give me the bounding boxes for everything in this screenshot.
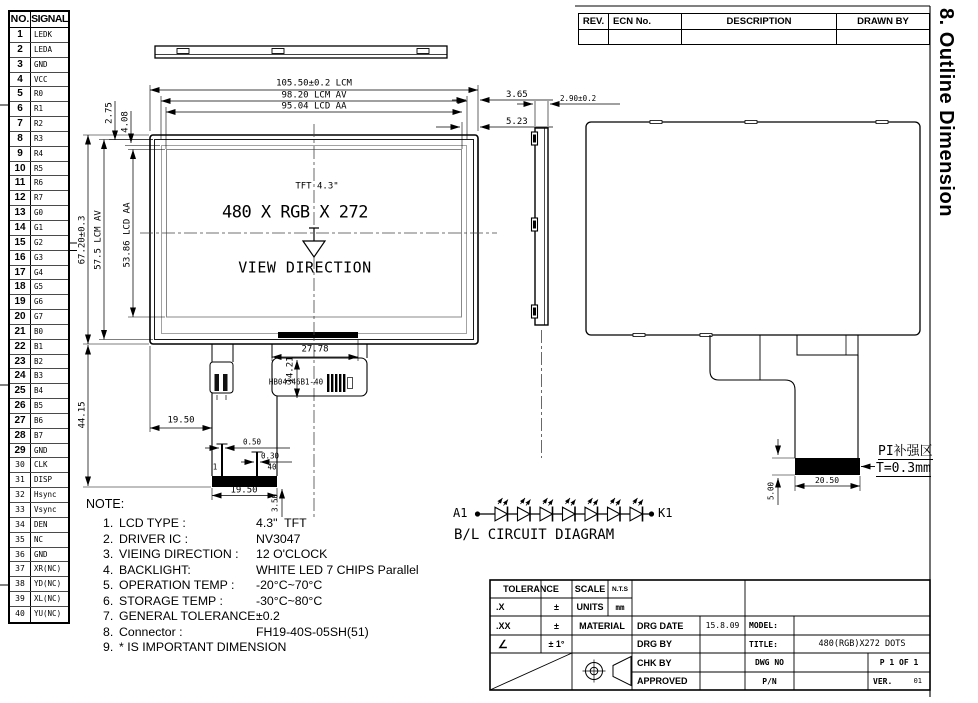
pin-signal: GND bbox=[34, 549, 48, 559]
tolerance-xx-value: ± bbox=[554, 620, 559, 631]
pin-signal: R4 bbox=[34, 148, 44, 158]
note-value: -30°C~80°C bbox=[256, 593, 323, 608]
dim-contact-width: 19.50 bbox=[230, 485, 258, 496]
signal-table-row bbox=[10, 592, 68, 607]
pin-signal: XR(NC) bbox=[34, 564, 62, 574]
signal-table-row bbox=[10, 117, 68, 132]
pin-signal: G2 bbox=[34, 237, 44, 247]
pin-number: 25 bbox=[10, 384, 31, 398]
pin-number: 20 bbox=[10, 310, 31, 324]
pin-number: 5 bbox=[10, 87, 31, 101]
bl-cathode-label: K1 bbox=[658, 506, 673, 520]
pin-number: 1 bbox=[10, 28, 31, 42]
pin-signal: R6 bbox=[34, 178, 44, 188]
tolerance-header: TOLERANCE bbox=[503, 584, 559, 594]
signal-table-row bbox=[10, 236, 68, 251]
connector-part-label: HB04346B1-40 bbox=[268, 377, 324, 387]
revision-header-description: DESCRIPTION bbox=[682, 14, 837, 29]
signal-table-row bbox=[10, 488, 68, 503]
note-number: 6. bbox=[103, 593, 114, 608]
pin-signal: B2 bbox=[34, 356, 44, 366]
pin-number: 22 bbox=[10, 340, 31, 354]
signal-table-row bbox=[10, 518, 68, 533]
note-item bbox=[103, 578, 419, 594]
signal-table-row bbox=[10, 191, 68, 206]
signal-table-row bbox=[10, 458, 68, 473]
scale-label: SCALE bbox=[574, 584, 606, 594]
signal-table-row bbox=[10, 414, 68, 429]
signal-table-row bbox=[10, 102, 68, 117]
signal-table-row bbox=[10, 607, 68, 622]
signal-table-row bbox=[10, 503, 68, 518]
pin-number: 34 bbox=[10, 518, 31, 532]
revision-header-ecn: ECN No. bbox=[609, 14, 682, 29]
signal-table-header-no: NO. bbox=[10, 13, 30, 25]
pin-number: 6 bbox=[10, 102, 31, 116]
signal-table-row bbox=[10, 355, 68, 370]
pin-signal: G4 bbox=[34, 267, 44, 277]
signal-table-row bbox=[10, 577, 68, 592]
drg-date-label: DRG DATE bbox=[637, 620, 684, 631]
signal-table-row bbox=[10, 325, 68, 340]
dim-back-tail-offset: 5.00 bbox=[766, 481, 776, 501]
pin-number: 18 bbox=[10, 280, 31, 294]
note-number: 5. bbox=[103, 578, 114, 592]
signal-table-row bbox=[10, 221, 68, 236]
units-value: mm bbox=[615, 602, 625, 612]
signal-table-row bbox=[10, 176, 68, 191]
bl-circuit-leds bbox=[475, 498, 654, 522]
pin-number: 36 bbox=[10, 548, 31, 562]
dim-lcm-height: 67.20±0.3 bbox=[77, 215, 88, 265]
dim-tail-length: 44.15 bbox=[77, 401, 88, 429]
note-label: OPERATION TEMP : bbox=[119, 578, 235, 592]
pn-label: P/N bbox=[762, 676, 777, 686]
note-item bbox=[103, 625, 419, 641]
note-number: 9. bbox=[103, 640, 114, 654]
signal-table-row bbox=[10, 266, 68, 281]
dim-av-height: 57.5 LCM AV bbox=[93, 210, 104, 270]
revision-header-rev: REV. bbox=[579, 14, 609, 29]
dim-pin-width: 0.50 bbox=[242, 437, 262, 447]
units-label: UNITS bbox=[576, 602, 604, 612]
signal-table-row bbox=[10, 206, 68, 221]
pin-signal: NC bbox=[34, 534, 44, 544]
revision-empty-cell bbox=[579, 30, 609, 44]
signal-table-row bbox=[10, 280, 68, 295]
pin-signal: G1 bbox=[34, 222, 44, 232]
note-item bbox=[103, 609, 419, 625]
note-label: DRIVER IC : bbox=[119, 531, 189, 546]
dim-stiffener-drop: 3.50 bbox=[270, 493, 280, 513]
signal-table-row bbox=[10, 562, 68, 577]
pin-signal: R2 bbox=[34, 119, 44, 129]
led-symbol bbox=[540, 498, 553, 522]
pin-number: 4 bbox=[10, 73, 31, 87]
drg-by-label: DRG BY bbox=[637, 639, 673, 649]
note-label: STORAGE TEMP : bbox=[119, 593, 223, 608]
signal-table-row bbox=[10, 384, 68, 399]
pin-number: 27 bbox=[10, 414, 31, 428]
bl-anode-label: A1 bbox=[453, 506, 468, 520]
pin-signal: B1 bbox=[34, 341, 44, 351]
panel-type-label: TFT 4.3" bbox=[295, 181, 339, 192]
dim-av-width: 98.20 LCM AV bbox=[281, 90, 347, 100]
revision-header-drawnby: DRAWN BY bbox=[857, 16, 909, 27]
pin-signal: B6 bbox=[34, 415, 44, 425]
notes-heading: NOTE: bbox=[86, 497, 125, 511]
dim-back-tail-width: 20.50 bbox=[814, 476, 840, 485]
dim-tail-width: 27.78 bbox=[301, 344, 329, 355]
pin-number: 14 bbox=[10, 221, 31, 235]
chk-by-label: CHK BY bbox=[637, 657, 672, 668]
signal-table-row bbox=[10, 132, 68, 147]
tolerance-xx-label: .XX bbox=[496, 620, 511, 631]
note-number: 4. bbox=[103, 562, 114, 577]
approved-label: APPROVED bbox=[637, 676, 688, 686]
pin-signal: G5 bbox=[34, 282, 44, 292]
dimension-lines bbox=[88, 90, 860, 520]
pin-number: 23 bbox=[10, 355, 31, 369]
pin-number: 19 bbox=[10, 295, 31, 309]
note-number: 1. bbox=[103, 516, 114, 530]
note-label: GENERAL TOLERANCE: bbox=[119, 609, 259, 623]
pin-number: 38 bbox=[10, 577, 31, 591]
note-number: 3. bbox=[103, 547, 114, 561]
signal-table-row bbox=[10, 340, 68, 355]
note-number: 2. bbox=[103, 531, 114, 546]
dim-aa-width: 95.04 LCD AA bbox=[281, 101, 347, 111]
pin-number: 3 bbox=[10, 58, 31, 72]
pin-signal: G0 bbox=[34, 208, 44, 218]
signal-table-header bbox=[10, 12, 68, 28]
pin-signal: R5 bbox=[34, 163, 44, 173]
dim-aa-height: 53.86 LCD AA bbox=[122, 202, 133, 268]
note-value: 12 O'CLOCK bbox=[256, 547, 328, 561]
pin-number: 39 bbox=[10, 592, 31, 606]
title-value: 480(RGB)X272 DOTS bbox=[818, 639, 906, 649]
pin-signal: LEDK bbox=[34, 30, 53, 39]
drg-date-value: 15.8.09 bbox=[705, 621, 740, 630]
pin-signal: CLK bbox=[34, 460, 48, 470]
pin-signal: XL(NC) bbox=[34, 594, 62, 604]
dim-right-aa-offset: 5.23 bbox=[506, 117, 528, 127]
material-label: MATERIAL bbox=[579, 620, 625, 631]
pin-signal: G6 bbox=[34, 297, 44, 307]
pin-number: 7 bbox=[10, 117, 31, 131]
note-number: 7. bbox=[103, 609, 114, 623]
note-value: ±0.2 bbox=[256, 609, 280, 623]
view-direction-label: VIEW DIRECTION bbox=[238, 258, 372, 277]
revision-empty-row bbox=[579, 30, 929, 44]
pin-number: 11 bbox=[10, 176, 31, 190]
top-view bbox=[155, 46, 447, 58]
note-label: BACKLIGHT: bbox=[119, 562, 191, 577]
pin-number: 26 bbox=[10, 399, 31, 413]
led-symbol bbox=[518, 498, 531, 522]
signal-table-row bbox=[10, 28, 68, 43]
pin-number: 28 bbox=[10, 429, 31, 443]
dim-tail-offset: 19.50 bbox=[167, 415, 195, 426]
signal-table-row bbox=[10, 548, 68, 563]
pin-number: 17 bbox=[10, 266, 31, 280]
signal-table-row bbox=[10, 73, 68, 88]
pin-signal: B4 bbox=[34, 386, 44, 396]
signal-table-row bbox=[10, 533, 68, 548]
pin-number: 15 bbox=[10, 236, 31, 250]
pin-number: 31 bbox=[10, 473, 31, 487]
pin-signal: B5 bbox=[34, 401, 44, 411]
pin-signal: B3 bbox=[34, 371, 44, 381]
note-item bbox=[103, 594, 419, 610]
dim-lcm-width: 105.50±0.2 LCM bbox=[276, 78, 352, 89]
note-item bbox=[103, 532, 419, 548]
note-value: WHITE LED 7 CHIPS Parallel bbox=[256, 562, 419, 577]
signal-table-row bbox=[10, 147, 68, 162]
version-value: 01 bbox=[913, 677, 922, 685]
pin-number: 10 bbox=[10, 162, 31, 176]
pin-number: 13 bbox=[10, 206, 31, 220]
signal-table-row bbox=[10, 473, 68, 488]
dim-right-av-offset: 3.65 bbox=[506, 90, 528, 100]
pi-stiffener-label-2: T=0.3mm bbox=[876, 461, 931, 476]
pi-stiffener-label-1: PI补强区 bbox=[878, 444, 933, 459]
version-label: VER. bbox=[873, 676, 893, 686]
side-view-outline bbox=[532, 128, 549, 458]
pin-signal: GND bbox=[34, 59, 48, 69]
signal-table-body bbox=[10, 28, 68, 622]
model-label: MODEL: bbox=[749, 621, 778, 630]
pin-number: 9 bbox=[10, 147, 31, 161]
revision-table-header bbox=[579, 14, 929, 30]
pin-number: 29 bbox=[10, 444, 31, 458]
pin-number: 16 bbox=[10, 251, 31, 265]
note-value: FH19-40S-05SH(51) bbox=[256, 624, 369, 639]
pin-signal: R3 bbox=[34, 133, 44, 143]
note-item bbox=[103, 563, 419, 579]
pin-signal: G3 bbox=[34, 252, 44, 262]
notes-list bbox=[103, 516, 419, 656]
revision-empty-cell bbox=[609, 30, 682, 44]
pin-number: 30 bbox=[10, 458, 31, 472]
note-label: * IS IMPORTANT DIMENSION bbox=[119, 640, 287, 654]
pin-number: 24 bbox=[10, 369, 31, 383]
note-number: 8. bbox=[103, 624, 114, 639]
note-label: LCD TYPE : bbox=[119, 516, 186, 530]
led-symbol bbox=[608, 498, 621, 522]
pin-signal: YU(NC) bbox=[34, 608, 62, 618]
tolerance-x-label: .X bbox=[496, 602, 505, 612]
dim-tail-drop: 14.21 bbox=[285, 356, 296, 384]
projection-symbol-icon bbox=[583, 657, 632, 686]
pin-signal: DEN bbox=[34, 519, 48, 529]
resolution-label: 480 X RGB X 272 bbox=[221, 202, 369, 223]
signal-table-row bbox=[10, 429, 68, 444]
led-symbol bbox=[495, 498, 508, 522]
pin-number: 37 bbox=[10, 562, 31, 576]
pin-number: 32 bbox=[10, 488, 31, 502]
page-label: P 1 OF 1 bbox=[879, 658, 919, 667]
pin-number: 33 bbox=[10, 503, 31, 517]
signal-table-row bbox=[10, 251, 68, 266]
tolerance-x-value: ± bbox=[554, 602, 559, 612]
revision-table bbox=[578, 13, 930, 45]
note-label: Connector : bbox=[119, 624, 183, 639]
dim-top-offset-2: 4.08 bbox=[120, 111, 131, 133]
pin-signal: B7 bbox=[34, 430, 44, 440]
led-symbol bbox=[563, 498, 576, 522]
dim-pin-pitch: 0.30 bbox=[260, 451, 280, 461]
pin-last-label: 40 bbox=[267, 462, 277, 472]
pin-number: 8 bbox=[10, 132, 31, 146]
pin-first-label: 1 bbox=[212, 462, 218, 472]
section-title: 8. Outline Dimension bbox=[935, 8, 957, 217]
pin-number: 35 bbox=[10, 533, 31, 547]
pin-signal: R0 bbox=[34, 89, 44, 99]
revision-empty-cell bbox=[837, 30, 929, 44]
note-item bbox=[103, 547, 419, 563]
pin-signal: Vsync bbox=[34, 505, 57, 514]
pin-signal: YD(NC) bbox=[34, 579, 62, 589]
pin-signal: VCC bbox=[34, 74, 48, 84]
note-item bbox=[103, 516, 419, 532]
signal-table-row bbox=[10, 162, 68, 177]
note-label: VIEING DIRECTION : bbox=[119, 547, 239, 561]
pin-number: 21 bbox=[10, 325, 31, 339]
note-value: -20°C~70°C bbox=[256, 578, 323, 592]
signal-table-row bbox=[10, 444, 68, 459]
version-cell bbox=[868, 672, 930, 690]
pin-signal: R1 bbox=[34, 104, 44, 114]
dwg-no-label: DWG NO bbox=[755, 658, 784, 667]
signal-table-row bbox=[10, 310, 68, 325]
title-label: TITLE: bbox=[749, 639, 778, 649]
signal-table-header-signal: SIGNAL bbox=[31, 13, 68, 25]
extension-lines bbox=[83, 85, 860, 500]
pin-signal: DISP bbox=[34, 475, 53, 485]
led-symbol bbox=[585, 498, 598, 522]
pin-signal: LEDA bbox=[34, 44, 53, 54]
led-symbol bbox=[630, 498, 643, 522]
signal-table-row bbox=[10, 369, 68, 384]
pin-signal: G7 bbox=[34, 312, 44, 322]
dim-top-offset-1: 2.75 bbox=[104, 102, 115, 124]
revision-empty-cell bbox=[682, 30, 837, 44]
signal-table bbox=[8, 10, 70, 624]
signal-table-row bbox=[10, 43, 68, 58]
signal-table-row bbox=[10, 87, 68, 102]
angle-tolerance-value: ± 1° bbox=[548, 639, 565, 649]
pin-number: 40 bbox=[10, 607, 31, 622]
scale-value: N.T.S bbox=[612, 585, 628, 593]
note-value: NV3047 bbox=[256, 531, 301, 546]
pin-signal: GND bbox=[34, 445, 48, 455]
pin-number: 12 bbox=[10, 191, 31, 205]
angle-tolerance-icon: ∠ bbox=[498, 638, 508, 651]
pin-number: 2 bbox=[10, 43, 31, 57]
back-view-outline bbox=[586, 121, 920, 476]
signal-table-row bbox=[10, 399, 68, 414]
pin-signal: Hsync bbox=[34, 490, 57, 500]
dim-thickness: 2.90±0.2 bbox=[560, 94, 597, 103]
signal-table-row bbox=[10, 58, 68, 73]
pin-signal: B0 bbox=[34, 326, 44, 336]
note-value: 4.3" TFT bbox=[256, 516, 307, 530]
pin-signal: R7 bbox=[34, 193, 44, 203]
bl-circuit-caption: B/L CIRCUIT DIAGRAM bbox=[454, 527, 615, 543]
signal-table-row bbox=[10, 295, 68, 310]
note-item bbox=[103, 640, 419, 656]
